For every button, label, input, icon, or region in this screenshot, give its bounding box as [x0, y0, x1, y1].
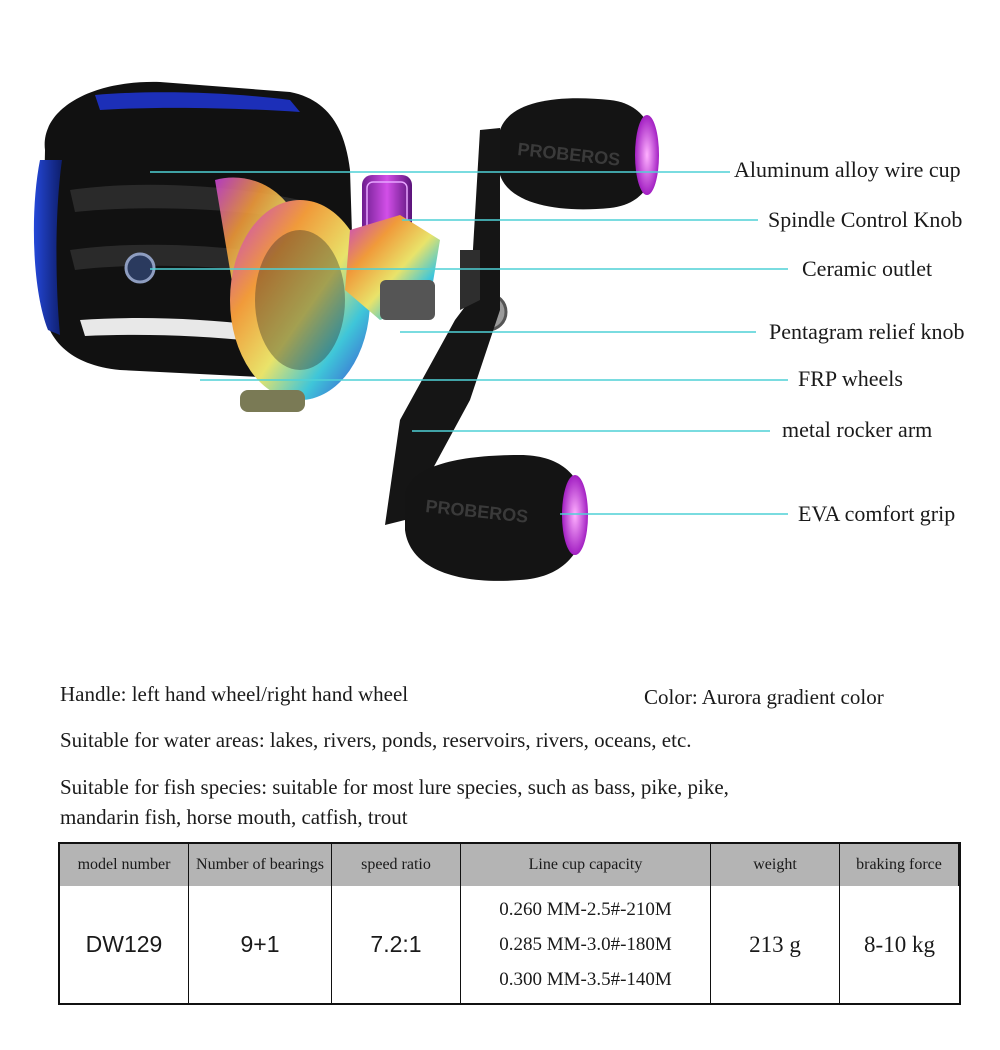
lower-grip	[405, 455, 588, 581]
upper-grip	[500, 98, 659, 209]
header-weight: weight	[711, 844, 840, 886]
capacity-line: 0.260 MM-2.5#-210M	[499, 898, 672, 920]
cell-model: DW129	[60, 886, 189, 1003]
cell-speed-ratio: 7.2:1	[332, 886, 461, 1003]
header-line-cup-capacity: Line cup capacity	[461, 844, 711, 886]
callout-aluminum-wire-cup: Aluminum alloy wire cup	[734, 157, 961, 182]
header-number-of-bearings: Number of bearings	[189, 844, 332, 886]
spec-color: Color: Aurora gradient color	[644, 685, 884, 709]
svg-text:PROBEROS: PROBEROS	[516, 139, 622, 170]
spec-fish-species-line1: Suitable for fish species: suitable for most lure species, such as bass, pike, pike,	[60, 775, 729, 799]
callout-spindle-control-knob: Spindle Control Knob	[768, 207, 963, 232]
spec-fish-species-line2: mandarin fish, horse mouth, catfish, trout	[60, 805, 408, 829]
header-braking-force: braking force	[840, 844, 959, 886]
callout-pentagram-relief-knob: Pentagram relief knob	[769, 319, 965, 344]
capacity-line: 0.300 MM-3.5#-140M	[499, 968, 672, 990]
svg-text:PROBEROS: PROBEROS	[424, 496, 530, 527]
capacity-line: 0.285 MM-3.0#-180M	[499, 933, 672, 955]
callout-metal-rocker-arm: metal rocker arm	[782, 417, 933, 442]
spec-table	[58, 842, 961, 1005]
header-speed-ratio: speed ratio	[332, 844, 461, 886]
cell-line-cup-capacity	[461, 886, 711, 1003]
cell-bearings: 9+1	[189, 886, 332, 1003]
header-model-number: model number	[60, 844, 189, 886]
callout-frp-wheels: FRP wheels	[798, 366, 903, 391]
callout-ceramic-outlet: Ceramic outlet	[802, 256, 933, 281]
cell-weight: 213 g	[711, 886, 840, 1003]
spec-water-areas: Suitable for water areas: lakes, rivers, ponds, reservoirs, rivers, oceans, etc.	[60, 728, 692, 752]
callout-eva-comfort-grip: EVA comfort grip	[798, 501, 956, 526]
cell-braking-force: 8-10 kg	[840, 886, 959, 1003]
spec-handle: Handle: left hand wheel/right hand wheel	[60, 682, 409, 706]
reel-body	[34, 82, 370, 412]
